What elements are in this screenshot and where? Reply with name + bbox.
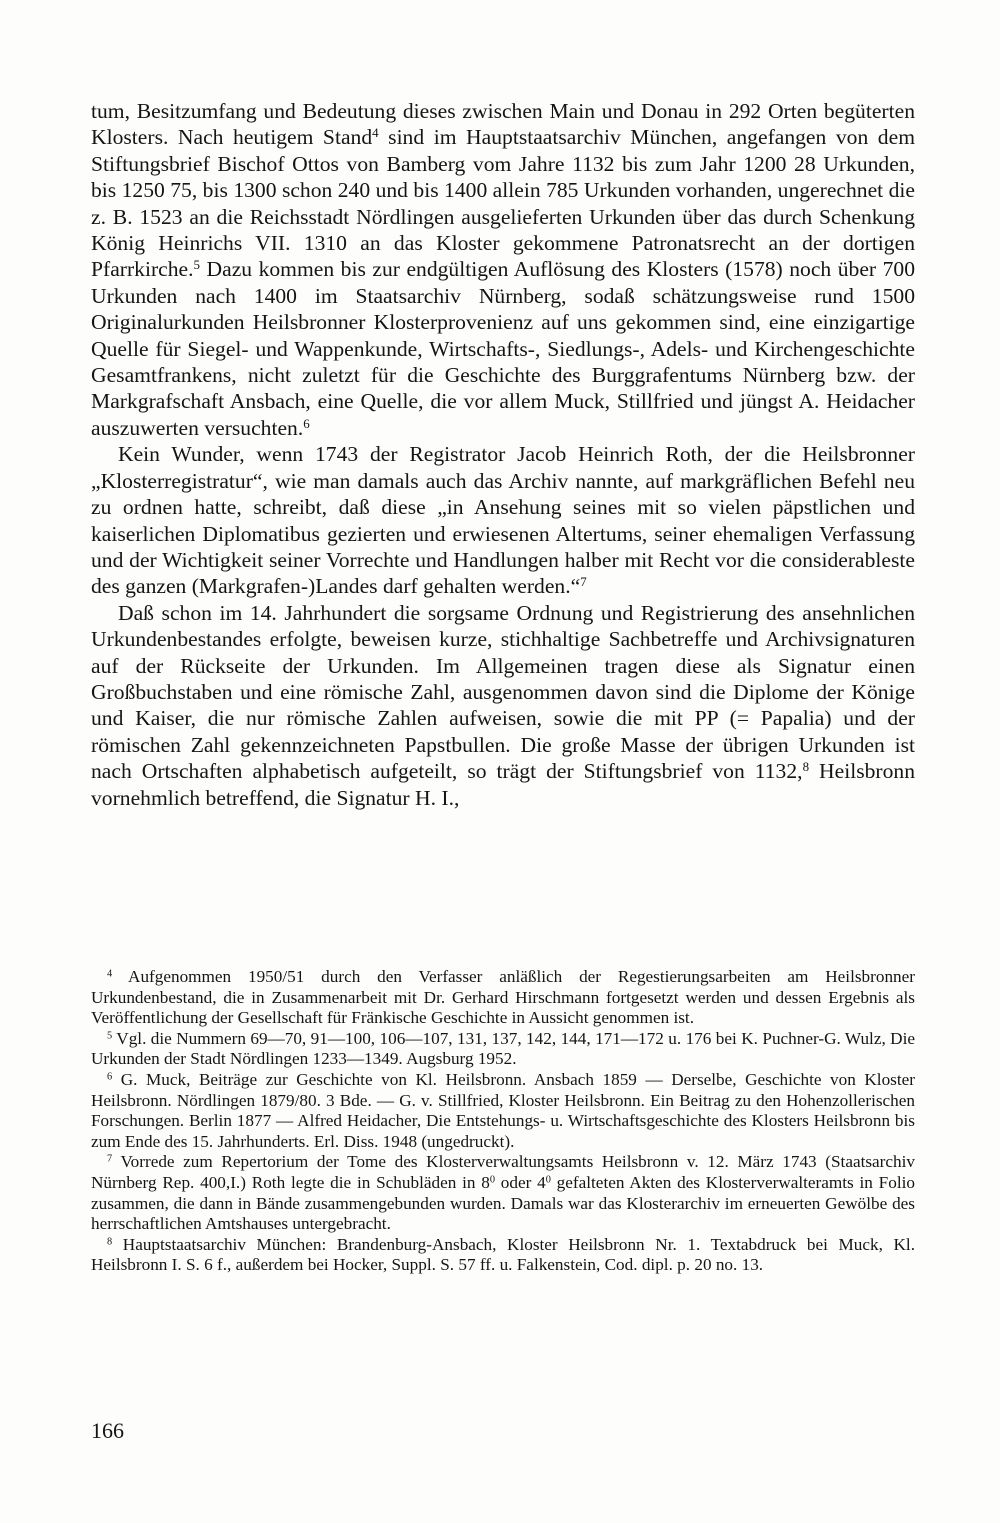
footnote-ref-6[interactable]: 6 xyxy=(303,415,310,431)
paragraph-2 xyxy=(91,441,915,599)
paragraph-text: Kein Wunder, wenn 1743 der Registrator Jacob Heinrich Roth, der die Heilsbronner „Klosterregistratur“, wie man damals auch das Archiv nannte, auf markgräflichen Befehl neu zu ordnen hatte, schreibt, daß diese „in Ansehung seines mit so vielen päpstlichen und kaiserlichen Diplomatibus gezierten und erwiesenen Altertums, seiner ehemaligen Verfassung und der Wichtigkeit seiner Vorrechte und Handlungen halber mit Recht vor die considerableste des ganzen (Markgrafen-)Landes darf gehalten werden.“ xyxy=(91,442,915,599)
paragraph-text: sind im Hauptstaatsarchiv München, angefangen von dem Stiftungsbrief Bischof Ottos von Bamberg vom Jahre 1132 bis zum Jahr 1200 28 Urkunden, bis 1250 75, bis 1300 schon 240 und bis 1400 allein 785 Urkunden vorhanden, ungerechnet die z. B. 1523 an die Reichsstadt Nördlingen ausgelieferten Urkunden über das durch Schenkung König Heinrichs VII. 1310 an das Kloster gekommene Patronatsrecht an der dortigen Pfarrkirche. xyxy=(91,125,915,282)
paragraph-1 xyxy=(91,98,915,441)
footnote-8 xyxy=(91,1235,915,1276)
footnote-marker: 8 xyxy=(107,1236,113,1248)
footnote-marker: 6 xyxy=(107,1071,113,1083)
paragraph-text: Daß schon im 14. Jahrhundert die sorgsame Ordnung und Registrierung des ansehnlichen Urkundenbestandes erfolgte, beweisen kurze, stichhaltige Sachbetreffe und Archivsignaturen auf der Rückseite der Urkunden. Im Allgemeinen tragen diese als Signatur einen Großbuchstaben und eine römische Zahl, ausgenommen davon sind die Diplome der Könige und Kaiser, die nur römische Zahlen aufweisen, sowie die mit PP (= Papalia) und der römischen Zahl gekennzeichneten Papstbullen. Die große Masse der übrigen Urkunden ist nach Ortschaften alphabetisch aufgeteilt, so trägt der Stiftungsbrief von 1132, xyxy=(91,600,915,784)
paragraph-text: tum, Besitzumfang und Bedeutung dieses zwischen Main und Donau in 292 Orten begüterten Klosters. Nach heutigem Stand xyxy=(91,99,915,150)
paragraph-text: Heilsbronn vornehmlich betreffend, die Signatur H. I., xyxy=(91,759,915,810)
footnote-text: Aufgenommen 1950/51 durch den Verfasser anläßlich der Regestierungsarbeiten am Heilsbronner Urkundenbestand, die in Zusammenarbeit mit Dr. Gerhard Hirschmann fortgesetzt werden und dessen Ergebnis als Veröffentlichung der Gesellschaft für Fränkische Geschichte in Aussicht genommen ist. xyxy=(91,967,915,1028)
footnote-7 xyxy=(91,1152,915,1234)
paragraph-3 xyxy=(91,600,915,811)
footnote-5 xyxy=(91,1029,915,1070)
footnote-text: Hauptstaatsarchiv München: Brandenburg-Ansbach, Kloster Heilsbronn Nr. 1. Textabdruck bei Muck, Kl. Heilsbronn I. S. 6 f., außerdem bei Hocker, Suppl. S. 57 ff. u. Falkenstein, Cod. dipl. p. 20 no. 13. xyxy=(91,1234,915,1275)
footnote-marker: 7 xyxy=(107,1153,113,1165)
footnote-text: Vgl. die Nummern 69—70, 91—100, 106—107, 131, 137, 142, 144, 171—172 u. 176 bei K. Puchner-G. Wulz, Die Urkunden der Stadt Nördlingen 1233—1349. Augsburg 1952. xyxy=(91,1028,915,1069)
degree-superscript: 0 xyxy=(545,1174,551,1186)
footnote-text: G. Muck, Beiträge zur Geschichte von Kl. Heilsbronn. Ansbach 1859 — Derselbe, Geschichte von Kloster Heilsbronn. Nördlingen 1879/80. 3 Bde. — G. v. Stillfried, Kloster Heilsbronn. Ein Beitrag zu den Hohenzollerischen Forschungen. Berlin 1877 — Alfred Heidacher, Die Entstehungs- u. Wirtschaftsgeschichte des Klosters Heilsbronn bis zum Ende des 15. Jahrhunderts. Erl. Diss. 1948 (ungedruckt). xyxy=(91,1069,915,1151)
page-number: 166 xyxy=(91,1418,124,1443)
footnote-marker: 5 xyxy=(107,1030,113,1042)
footnote-4 xyxy=(91,967,915,1029)
footnote-ref-8[interactable]: 8 xyxy=(802,759,810,775)
footnote-text: oder 4 xyxy=(495,1172,546,1192)
footnote-marker: 4 xyxy=(107,968,113,980)
footnote-6 xyxy=(91,1070,915,1152)
footnote-ref-7[interactable]: 7 xyxy=(580,574,587,590)
paragraph-text: Dazu kommen bis zur endgültigen Auflösung des Klosters (1578) noch über 700 Urkunden nach 1400 im Staatsarchiv Nürnberg, sodaß schätzungsweise rund 1500 Originalurkunden Heilsbronner Klosterprovenienz auf uns gekommen sind, eine einzigartige Quelle für Siegel- und Wappenkunde, Wirtschafts-, Siedlungs-, Adels- und Kirchengeschichte Gesamtfrankens, nicht zuletzt für die Geschichte des Burggrafentums Nürnberg bzw. der Markgrafschaft Ansbach, eine Quelle, die vor allem Muck, Stillfried und jüngst A. Heidacher auszuwerten versuchten. xyxy=(91,257,915,440)
degree-superscript: 0 xyxy=(489,1174,495,1186)
footnote-ref-5[interactable]: 5 xyxy=(193,257,201,273)
footnote-ref-4[interactable]: 4 xyxy=(372,125,379,141)
footnote-text: gefalteten Akten des Klosterverwalteramts in Folio zusammen, die dann in Bände zusammengebunden wurden. Damals war das Klosterarchiv im erneuerten Gewölbe des herrschaftlichen Amtshauses untergebracht. xyxy=(91,1172,915,1234)
footnotes xyxy=(91,967,915,1276)
main-text xyxy=(91,98,915,811)
footnote-text: Vorrede zum Repertorium der Tome des Klosterverwaltungsamts Heilsbronn v. 12. März 1743 (Staatsarchiv Nürnberg Rep. 400,I.) Roth legte die in Schubläden in 8 xyxy=(91,1152,915,1192)
